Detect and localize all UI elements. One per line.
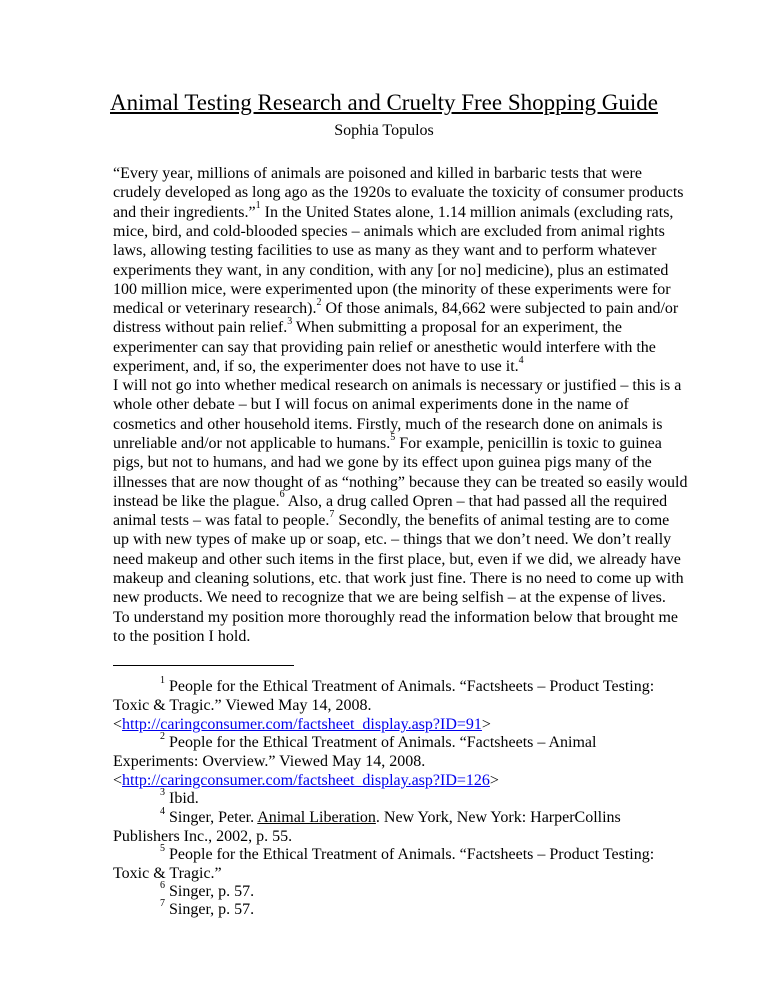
text-line bbox=[113, 354, 524, 376]
footnote-reference: 5 bbox=[390, 431, 396, 443]
footnote-reference: 2 bbox=[316, 296, 322, 308]
footnote-2-line-2: Experiments: Overview.” Viewed May 14, 2008. bbox=[113, 753, 426, 770]
footnote-reference: 1 bbox=[255, 200, 261, 212]
document-title: Animal Testing Research and Cruelty Free Shopping Guide bbox=[110, 90, 658, 115]
text-line: new products. We need to recognize that we are being selfish – at the expense of lives. bbox=[113, 589, 666, 607]
footnote-text: People for the Ethical Treatment of Animals. “Factsheets – Animal bbox=[165, 734, 597, 751]
text-line: to the position I hold. bbox=[113, 627, 251, 645]
footnote-6 bbox=[160, 879, 255, 901]
footnote-separator bbox=[113, 665, 294, 666]
footnote-2 bbox=[160, 730, 597, 752]
text-line bbox=[113, 318, 622, 337]
text-line: need makeup and other such items in the first place, but, even if we did, we already have bbox=[113, 550, 681, 568]
text-segment: In the United States alone, 1.14 million animals (excluding rats, bbox=[260, 203, 674, 221]
text-line: illnesses that are now thought of as “nothing” because they can be treated so easily would bbox=[113, 473, 688, 491]
footnote-text: Singer, Peter. bbox=[165, 809, 258, 826]
footnote-text: Singer, p. 57. bbox=[165, 883, 255, 900]
text-line: “Every year, millions of animals are poisoned and killed in barbaric tests that were bbox=[113, 165, 642, 182]
footnote-text: People for the Ethical Treatment of Animals. “Factsheets – Product Testing: bbox=[165, 846, 655, 863]
footnote-1 bbox=[160, 674, 655, 696]
text-line bbox=[113, 296, 679, 318]
footnote-4-line-2: Publishers Inc., 2002, p. 55. bbox=[113, 828, 293, 845]
text-line: To understand my position more thoroughly read the information below that brought me bbox=[113, 608, 678, 626]
footnote-number: 6 bbox=[160, 879, 165, 891]
footnote-number: 5 bbox=[160, 842, 165, 854]
footnote-text: Singer, p. 57. bbox=[165, 901, 255, 918]
text-line: I will not go into whether medical research on animals is necessary or justified – this is a bbox=[113, 377, 682, 394]
text-segment: animal tests – was fatal to people. bbox=[113, 512, 330, 530]
footnote-1-line-2: Toxic & Tragic.” Viewed May 14, 2008. bbox=[113, 697, 372, 714]
text-line: experimenter can say that providing pain relief or anesthetic would interfere with the bbox=[113, 338, 656, 356]
footnote-1-link-line: <http://caringconsumer.com/factsheet_display.asp?ID=91> bbox=[113, 716, 491, 733]
text-line bbox=[113, 508, 670, 530]
text-line: mice, bird, and cold-blooded species – animals which are excluded from animal rights bbox=[113, 222, 665, 240]
footnote-number: 4 bbox=[160, 805, 165, 817]
text-line: pigs, but not to humans, and had we gone by its effect upon guinea pigs many of the bbox=[113, 454, 652, 472]
footnote-text: . New York, New York: HarperCollins bbox=[375, 809, 621, 826]
text-line: 100 million mice, were experimented upon (the minority of these experiments were for bbox=[113, 280, 671, 298]
footnote-text: Ibid. bbox=[165, 790, 199, 807]
footnote-5-line-2: Toxic & Tragic.” bbox=[113, 865, 222, 882]
text-line bbox=[113, 489, 668, 511]
text-segment: Of those animals, 84,662 were subjected to pain and/or bbox=[321, 300, 679, 318]
footnote-7 bbox=[160, 897, 255, 919]
text-line bbox=[113, 431, 662, 453]
text-segment: Secondly, the benefits of animal testing are to come bbox=[334, 512, 670, 530]
text-line: experiments they want, in any condition, with any [or no] medicine), plus an estimated bbox=[113, 261, 669, 279]
text-segment: Also, a drug called Opren – that had passed all the required bbox=[284, 492, 668, 510]
footnote-reference: 3 bbox=[287, 316, 293, 328]
text-line bbox=[113, 200, 674, 222]
text-segment: experiment, and, if so, the experimenter does not have to use it. bbox=[113, 358, 519, 375]
footnote-2-link[interactable]: http://caringconsumer.com/factsheet_display.asp?ID=126 bbox=[122, 772, 490, 789]
text-segment: and their ingredients.” bbox=[113, 203, 256, 221]
text-segment: medical or veterinary research). bbox=[113, 300, 317, 318]
text-segment: instead be like the plague. bbox=[113, 492, 280, 510]
document-author: Sophia Topulos bbox=[334, 122, 434, 139]
footnote-reference: 7 bbox=[329, 508, 335, 520]
text-line: makeup and cleaning solutions, etc. that work just fine. There is no need to come up with bbox=[113, 570, 684, 587]
footnote-2-link-line: <http://caringconsumer.com/factsheet_display.asp?ID=126> bbox=[113, 772, 499, 789]
text-segment: distress without pain relief. bbox=[113, 319, 288, 337]
footnote-text: People for the Ethical Treatment of Animals. “Factsheets – Product Testing: bbox=[165, 678, 655, 695]
footnote-5 bbox=[160, 842, 655, 864]
footnote-4 bbox=[160, 805, 621, 827]
text-segment: For example, penicillin is toxic to guinea bbox=[395, 434, 662, 452]
footnote-1-link[interactable]: http://caringconsumer.com/factsheet_display.asp?ID=91 bbox=[122, 716, 482, 733]
footnote-number: 2 bbox=[160, 730, 165, 742]
text-line: cosmetics and other household items. Firstly, much of the research done on animals is bbox=[113, 415, 663, 433]
footnote-3 bbox=[160, 786, 199, 808]
text-line: crudely developed as long ago as the 1920s to evaluate the toxicity of consumer products bbox=[113, 184, 684, 202]
footnote-number: 7 bbox=[160, 897, 165, 909]
footnote-reference: 4 bbox=[518, 354, 524, 366]
footnote-reference: 6 bbox=[279, 489, 285, 501]
footnote-number: 1 bbox=[160, 674, 165, 686]
text-segment: unreliable and/or not applicable to humans. bbox=[113, 434, 391, 452]
book-title: Animal Liberation bbox=[257, 809, 376, 826]
text-line: laws, allowing testing facilities to use as many as they want and to perform whatever bbox=[113, 242, 657, 260]
text-line: whole other debate – but I will focus on animal experiments done in the name of bbox=[113, 396, 629, 414]
text-segment: When submitting a proposal for an experiment, the bbox=[292, 319, 623, 337]
text-line: up with new types of make up or soap, etc. – things that we don’t need. We don’t really bbox=[113, 531, 672, 549]
footnote-number: 3 bbox=[160, 786, 165, 798]
